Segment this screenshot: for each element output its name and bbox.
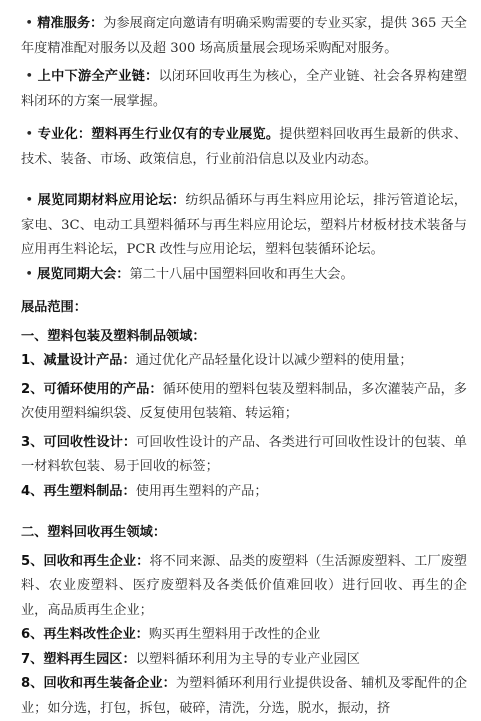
intro-item-conference: • 展览同期大会：第二十八届中国塑料回收和再生大会。 [21,266,354,282]
intro-item-text: 为参展商定向邀请有明确采购需要的专业买家，提供 365 天全年度精准配对服务以及超 300 场高质量展会现场采购配对服务。 [21,16,467,56]
scope-item-text: 使用再生塑料的产品； [135,483,268,499]
document-body [21,12,467,721]
intro-item-text: 纺织品循环与再生料应用论坛，排污管道论坛，家电、3C、电动工具塑料循环与再生料应用论坛，塑料片材板材技术装备与应用再生料论坛，PCR 改性与应用论坛，塑料包装循环论坛。 [21,193,467,257]
intro-item-label: 精准服务： [37,16,104,31]
intro-item-specialization: • 专业化：塑料再生行业仅有的专业展览。提供塑料回收再生最新的供求、技术、装备、市场、政策信息，行业前沿信息以及业内动态。 [21,127,468,167]
scope-item-label: 5、回收和再生企业： [21,553,150,569]
scope-item-label: 4、再生塑料制品： [21,483,136,499]
scope-item-label: 7、塑料再生园区： [21,651,136,667]
section-heading-packaging: 一、塑料包装及塑料制品领域： [21,328,206,344]
scope-item-text: 可回收性设计的产品、各类进行可回收性设计的包装、单一材料软包装、易于回收的标签； [21,434,467,474]
scope-item [21,648,467,673]
scope-item-label: 6、再生料改性企业： [21,627,149,642]
scope-item-label: 1、减量设计产品： [21,353,136,368]
scope-item-label: 8、回收和再生装备企业： [21,676,176,691]
intro-item-precise-service: • 精准服务：为参展商定向邀请有明确采购需要的专业买家，提供 365 天全年度精准配对服务以及超 300 场高质量展会现场采购配对服务。 [21,16,467,56]
scope-title: 展品范围： [21,300,87,315]
scope-item-text: 购买再生塑料用于改性的企业 [148,627,321,642]
intro-item-text: 提供塑料回收再生最新的供求、技术、装备、市场、政策信息，行业前沿信息以及业内动态。 [21,127,468,167]
intro-item-label: 专业化：塑料再生行业仅有的专业展览。 [37,127,280,142]
section-heading-recycling: 二、塑料回收再生领域： [21,525,167,540]
scope-item-text: 通过优化产品轻量化设计以减少塑料的使用量； [135,353,413,368]
scope-item [21,550,467,624]
scope-item-label: 2、可循环使用的产品： [21,381,163,397]
scope-item [21,349,467,374]
intro-item-text: 第二十八届中国塑料回收和再生大会。 [129,266,354,282]
intro-item-full-chain: • 上中下游全产业链：以闭环回收再生为核心，全产业链、社会各界构建塑料闭环的方案一展掌握。 [21,69,467,109]
scope-item [21,672,467,721]
scope-item-text: 将不同来源、品类的废塑料（生活源废塑料、工厂废塑料、农业废塑料、医疗废塑料及各类低价值难回收）进行回收、再生的企业，高品质再生企业； [21,553,467,618]
scope-item [21,431,467,480]
scope-item [21,378,467,427]
intro-item-forums: • 展览同期材料应用论坛：纺织品循环与再生料应用论坛，排污管道论坛，家电、3C、电动工具塑料循环与再生料应用论坛，塑料片材板材技术装备与应用再生料论坛，PCR 改性与应用论坛，塑料包装循环论坛。 [21,193,467,257]
intro-item-label: 展览同期大会： [37,266,130,282]
intro-item-label: 展览同期材料应用论坛： [37,193,186,208]
intro-item-text: 以闭环回收再生为核心，全产业链、社会各界构建塑料闭环的方案一展掌握。 [21,69,467,109]
scope-item-label: 3、可回收性设计： [21,434,137,450]
scope-item-text: 为塑料循环利用行业提供设备、辅机及零配件的企业；如分选，打包，拆包，破碎，清洗，分选，脱水，振动，挤 [21,676,468,716]
scope-item-text: 循环使用的塑料包装及塑料制品，多次灌装产品，多次使用塑料编织袋、反复使用包装箱、转运箱； [21,381,467,421]
intro-item-label: 上中下游全产业链： [37,69,159,84]
scope-item [21,480,467,505]
scope-item-text: 以塑料循环利用为主导的专业产业园区 [135,651,360,667]
scope-item [21,623,467,648]
